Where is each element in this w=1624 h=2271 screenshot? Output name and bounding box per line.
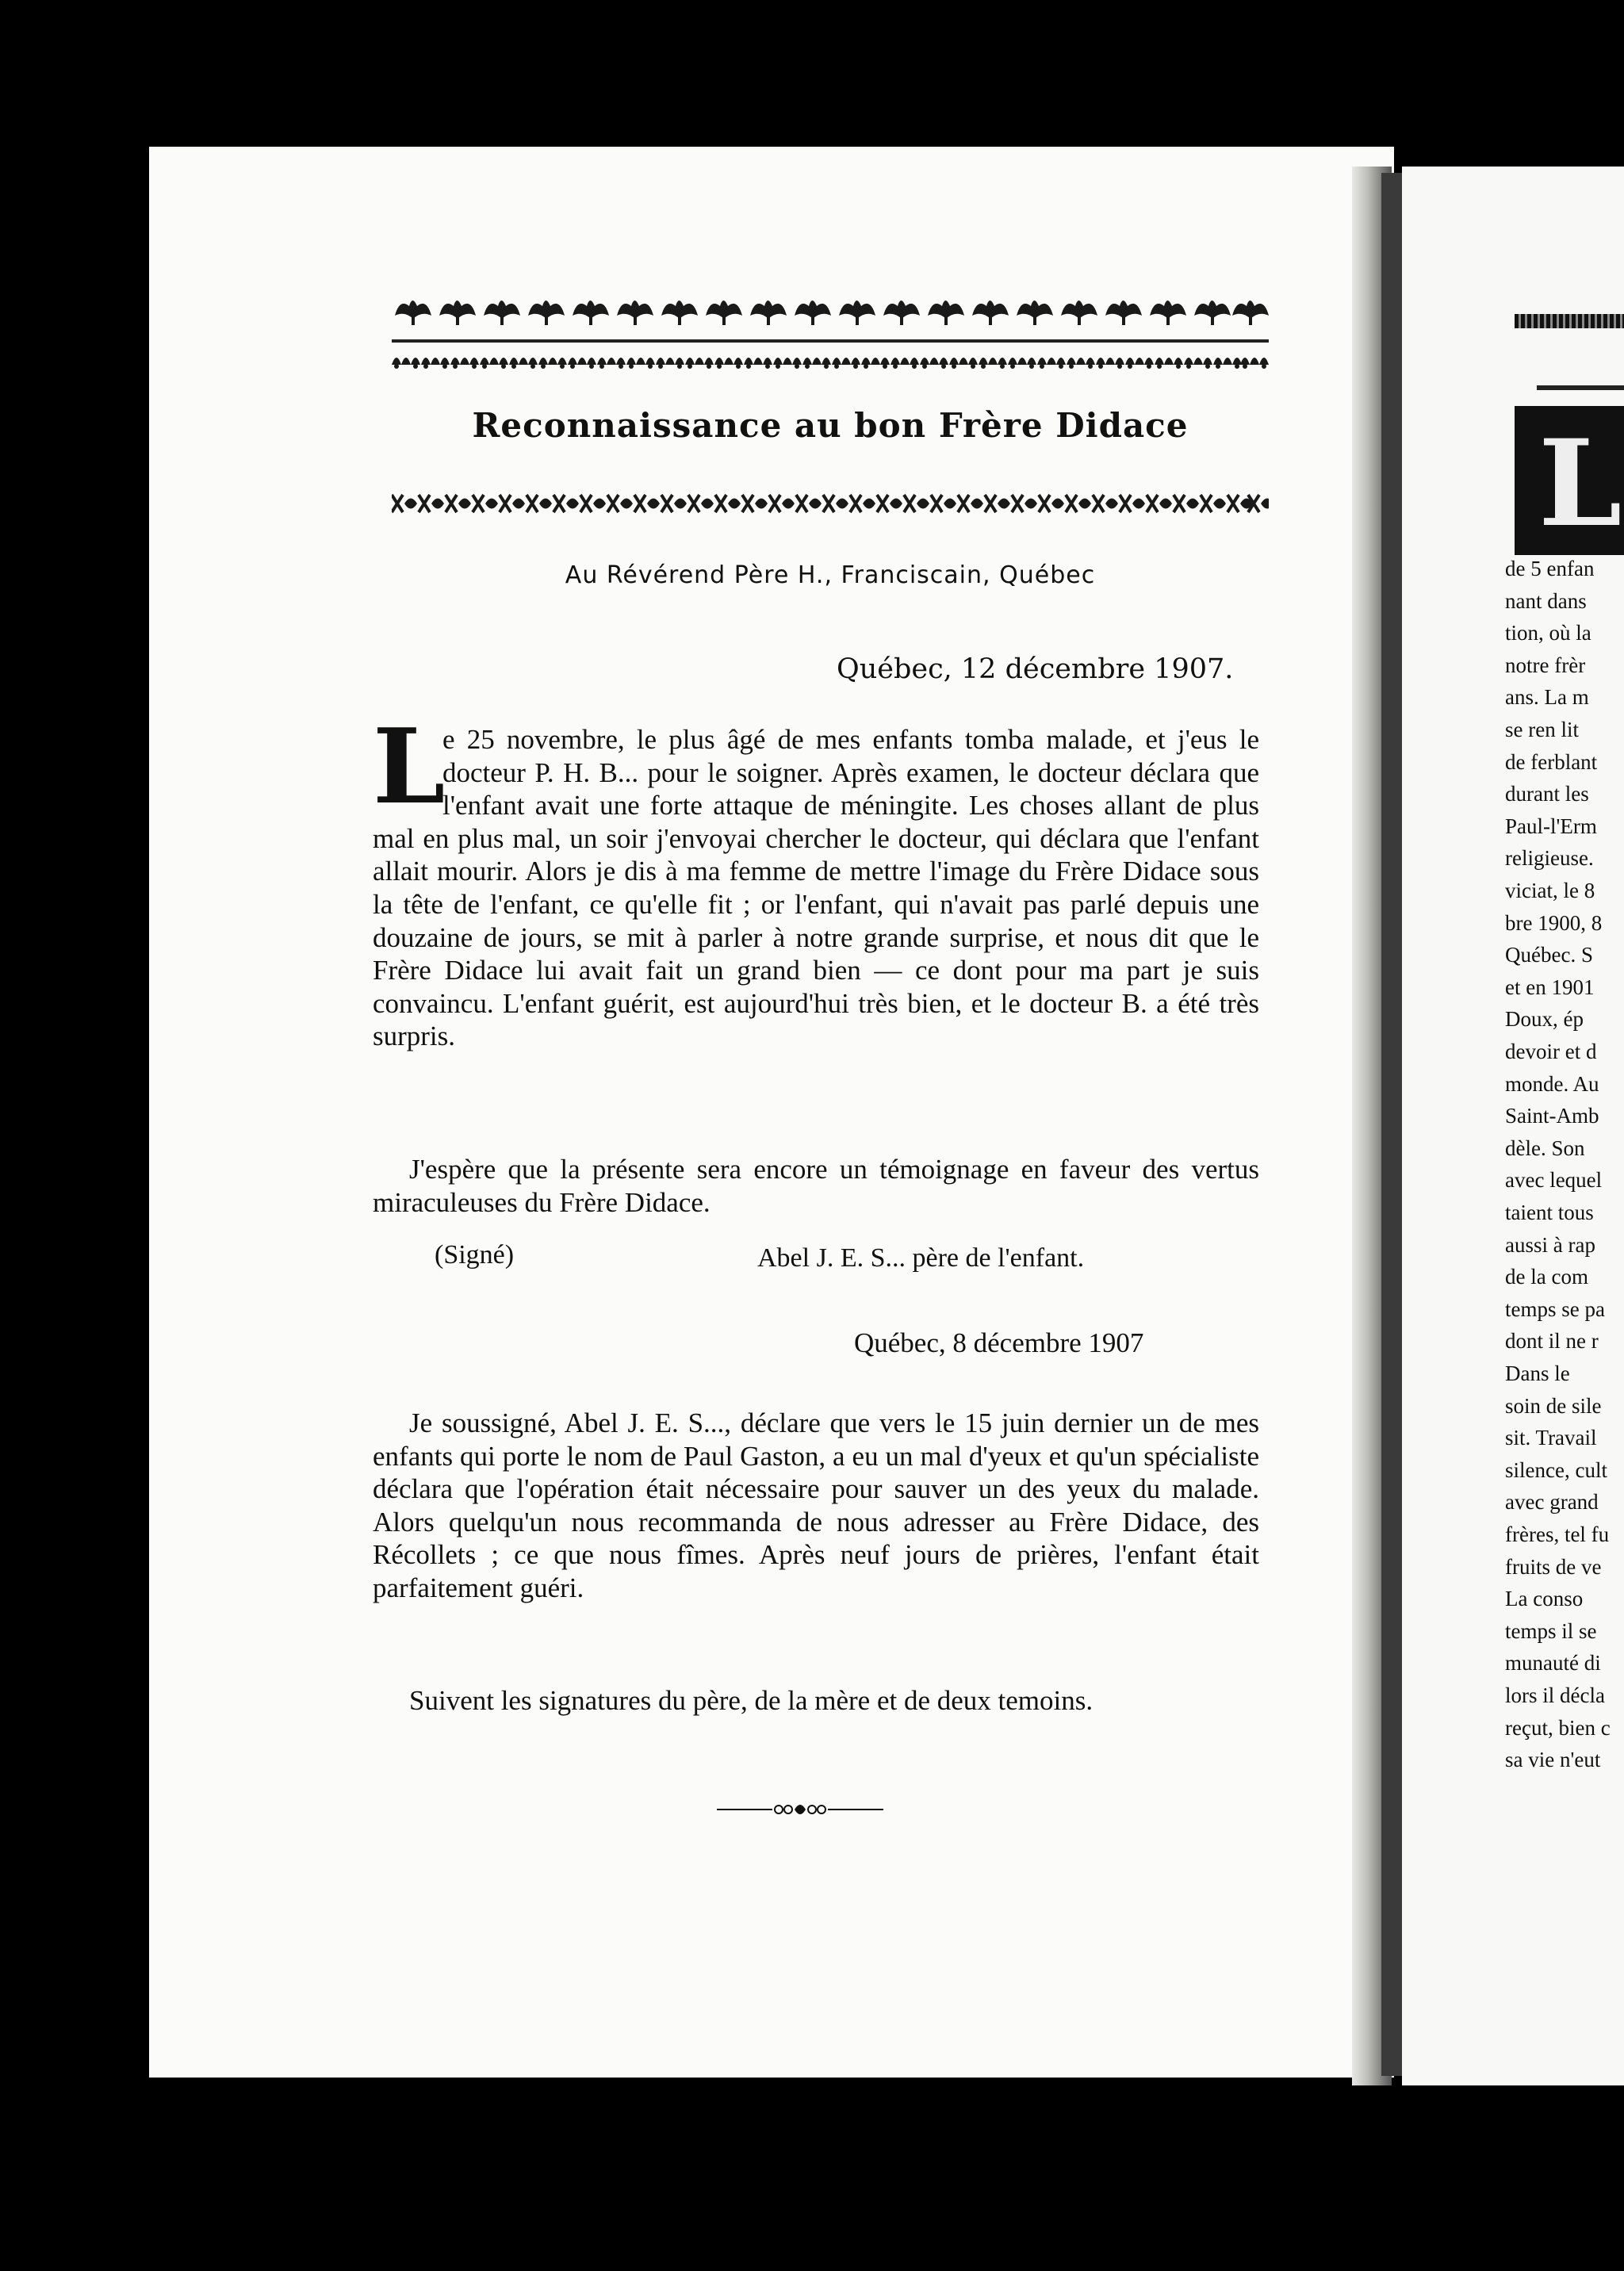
right-page-text-line: soin de sile (1505, 1393, 1602, 1418)
right-page-text-line: temps il se (1505, 1618, 1597, 1643)
ornament-rule (392, 339, 1269, 343)
ornament-band (392, 347, 1269, 371)
right-page-text-line: La conso (1505, 1587, 1584, 1611)
right-page-text-line: avec lequel (1505, 1168, 1603, 1193)
right-page-text-line: devoir et d (1505, 1040, 1597, 1063)
right-page-text-line: dèle. Son (1505, 1136, 1585, 1160)
right-page-text-line: de la com (1505, 1265, 1588, 1289)
right-page-text-line: monde. Au (1505, 1071, 1599, 1096)
right-page-text-line: temps se pa (1505, 1296, 1605, 1321)
right-page-text-line: dont il ne r (1505, 1329, 1599, 1354)
letter1-paragraph (373, 706, 1259, 1053)
right-page-text-line: de 5 enfan (1505, 557, 1595, 580)
witnesses-line: Suivent les signatures du père, de la mère et de deux temoins. (409, 1685, 1094, 1716)
right-page-text-line: fruits de ve (1505, 1554, 1602, 1579)
right-page-text-line: tion, où la (1505, 621, 1591, 645)
right-page-text-line: durant les (1505, 782, 1589, 806)
right-page-dropcap: L (1515, 406, 1624, 555)
right-page-text-line: reçut, bien c (1505, 1715, 1611, 1740)
right-page-text-line: Doux, ép (1505, 1007, 1584, 1032)
letter1-date: Québec, 12 décembre 1907. (837, 653, 1234, 685)
right-page-text-line: bre 1900, 8 (1505, 910, 1603, 935)
right-page-text-line: sit. Travail (1505, 1426, 1597, 1450)
right-page-text-line: notre frèr (1505, 653, 1586, 677)
right-page-rule-short (1537, 385, 1624, 390)
ornament-divider (392, 490, 1269, 517)
right-page-text-line: se ren lit (1505, 718, 1579, 741)
end-ornament (717, 1800, 883, 1819)
ornament-top-row (392, 292, 1269, 330)
right-page-text-line: nant dans (1505, 588, 1587, 613)
letter2-date: Québec, 8 décembre 1907 (854, 1327, 1144, 1358)
signed-label: (Signé) (435, 1240, 515, 1270)
dropcap-initial: L (373, 706, 446, 827)
addressee-line: Au Révérend Père H., Franciscain, Québec (565, 561, 1096, 589)
right-page-text-line: ans. La m (1505, 685, 1589, 710)
book-gutter (1381, 173, 1402, 2076)
right-page-text-line: et en 1901 (1505, 975, 1595, 999)
right-page-text-line: munauté di (1505, 1651, 1601, 1675)
right-page-text-line: lors il décla (1505, 1683, 1605, 1707)
right-page-text-line: aussi à rap (1505, 1232, 1595, 1257)
article-title: Reconnaissance au bon Frère Didace (472, 406, 1189, 445)
right-page-text-line: frères, tel fu (1505, 1522, 1610, 1546)
right-page-text-line: taient tous (1505, 1201, 1594, 1224)
right-page-text-line: viciat, le 8 (1505, 879, 1595, 902)
letter1-closing-paragraph: J'espère que la présente sera encore un témoignage en faveur des vertus miraculeuses du Frère Didace. (373, 1154, 1259, 1218)
right-page-text-line: silence, cult (1505, 1457, 1607, 1482)
right-page-text-line: Dans le (1505, 1361, 1570, 1385)
letter1-text: e 25 novembre, le plus âgé de mes enfants tomba malade, et j'eus le docteur P. H. B... pour le soigner. Après examen, le docteur déclara que l'enfant avait une forte attaque de méningite. Les choses allant de plus mal en plus mal, un soir j'envoyai chercher le docteur, qui déclara que l'enfant allait mourir. Alors je dis à ma femme de mettre l'image du Frère Didace sous la tête de l'enfant, ce qu'elle fit ; or l'enfant, qui n'avait pas parlé depuis une douzaine de jours, se mit à parler à notre grande surprise, et nous dit que le Frère Didace lui avait fait un grand bien — ce dont pour ma part je suis convaincu. L'enfant guérit, est aujourd'hui très bien, et le docteur B. a été très surpris. (373, 724, 1259, 1052)
right-page-text-line: sa vie n'eut (1505, 1748, 1601, 1772)
right-page-text-line: Paul-l'Erm (1505, 814, 1597, 838)
right-page-text-line: Québec. S (1505, 943, 1593, 967)
right-page-rule (1515, 314, 1624, 328)
letter2-paragraph: Je soussigné, Abel J. E. S..., déclare que vers le 15 juin dernier un de mes enfants qui porte le nom de Paul Gaston, a eu un mal d'yeux et qu'un spécialiste déclara que l'opération était nécessaire pour sauver un des yeux du malade. Alors quelqu'un nous recommanda de nous adresser au Frère Didace, des Récollets ; ce que nous fîmes. Après neuf jours de prières, l'enfant était parfaitement guéri. (373, 1407, 1259, 1603)
signature: Abel J. E. S... père de l'enfant. (757, 1243, 1085, 1273)
right-page-text-line: avec grand (1505, 1490, 1599, 1515)
right-page-text-line: de ferblant (1505, 749, 1598, 774)
right-page-text-line: religieuse. (1505, 846, 1594, 871)
right-page-text-line: Saint-Amb (1505, 1104, 1599, 1128)
